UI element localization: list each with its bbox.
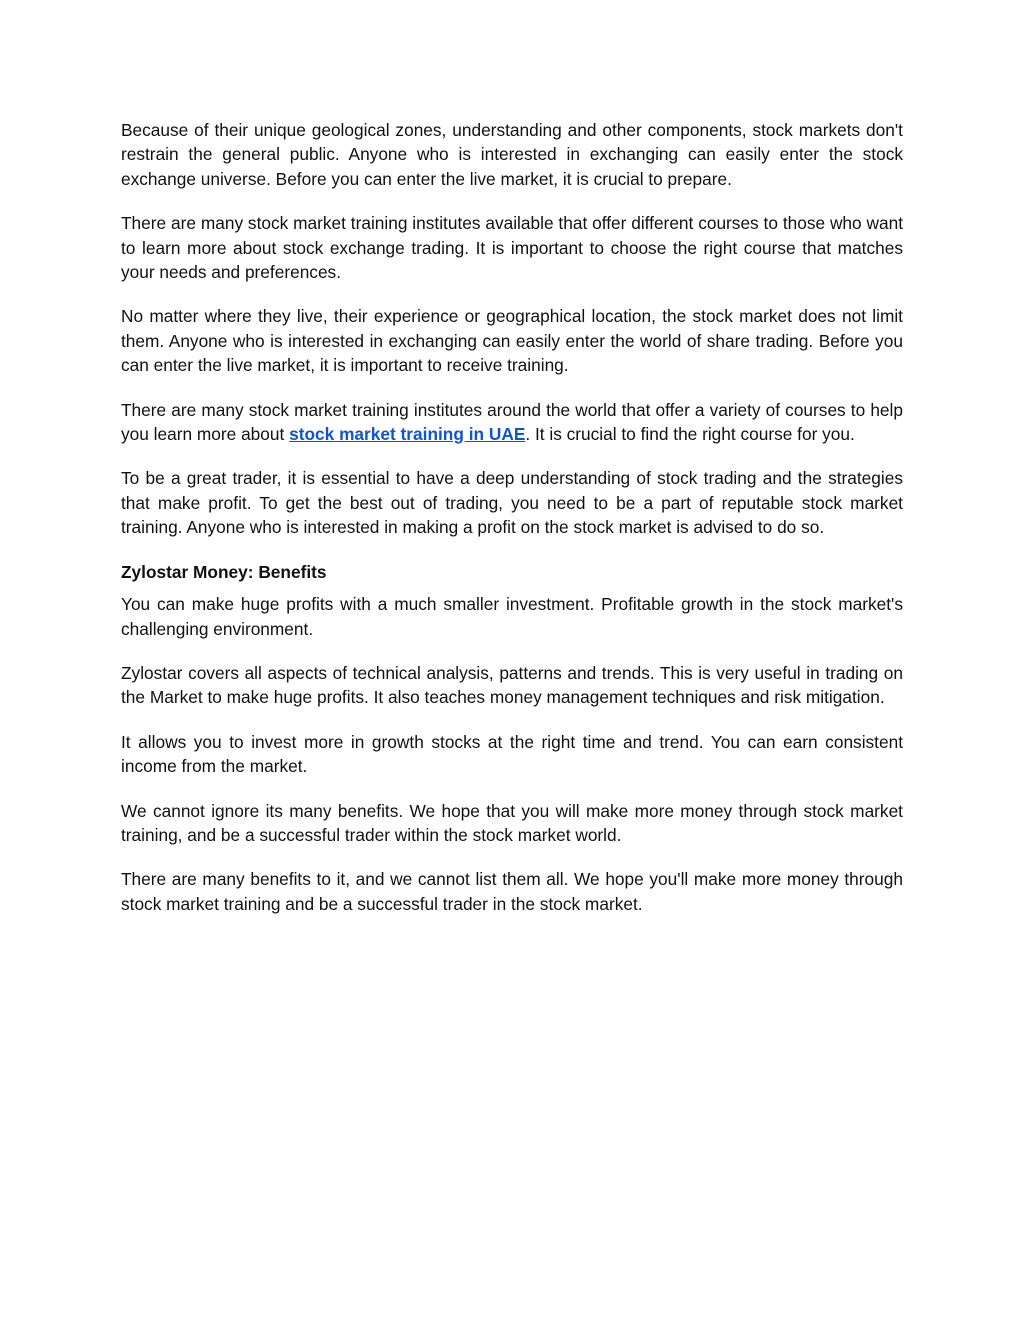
paragraph-great-trader: To be a great trader, it is essential to have a deep understanding of stock trading and the strategies that make profit. To get the best out of trading, you need to be a part of reputable stock market training. Anyone who is interested in making a profit on the stock market is advised to do so. <box>121 468 903 538</box>
paragraph-technical-analysis: Zylostar covers all aspects of technical analysis, patterns and trends. This is very useful in trading on the Market to make huge profits. It also teaches money management techniques and risk mitigation. <box>121 662 903 708</box>
paragraph-uae-link <box>121 398 903 447</box>
paragraph-many-benefits: We cannot ignore its many benefits. We hope that you will make more money through stock market training, and be a successful trader within the stock market world. <box>121 800 903 845</box>
benefits-heading: Zylostar Money: Benefits <box>121 561 327 582</box>
paragraph-no-limits: No matter where they live, their experience or geographical location, the stock market does not limit them. Anyone who is interested in exchanging can easily enter the world of share trading. Before you can enter the live market, it is important to receive training. <box>121 306 903 376</box>
paragraph-closing: There are many benefits to it, and we cannot list them all. We hope you'll make more money through stock market training and be a successful trader in the stock market. <box>121 869 903 914</box>
stock-market-training-uae-link[interactable]: stock market training in UAE <box>289 424 526 445</box>
paragraph-huge-profits: You can make huge profits with a much smaller investment. Profitable growth in the stock market's challenging environment. <box>121 594 903 639</box>
paragraph-growth-stocks: It allows you to invest more in growth stocks at the right time and trend. You can earn consistent income from the market. <box>121 731 903 777</box>
document-page <box>121 118 903 936</box>
link-paragraph-text-after: . It is crucial to find the right course for you. <box>525 424 855 445</box>
paragraph-training-institutes: There are many stock market training institutes available that offer different courses to those who want to learn more about stock exchange trading. It is important to choose the right course that matches your needs and preferences. <box>121 213 903 283</box>
paragraph-intro: Because of their unique geological zones, understanding and other components, stock markets don't restrain the general public. Anyone who is interested in exchanging can easily enter the stock exchange universe. Before you can enter the live market, it is crucial to prepare. <box>121 120 903 189</box>
link-paragraph-text-before: There are many stock market training institutes around the world that offer a variety of courses to help you learn more about <box>121 399 903 445</box>
